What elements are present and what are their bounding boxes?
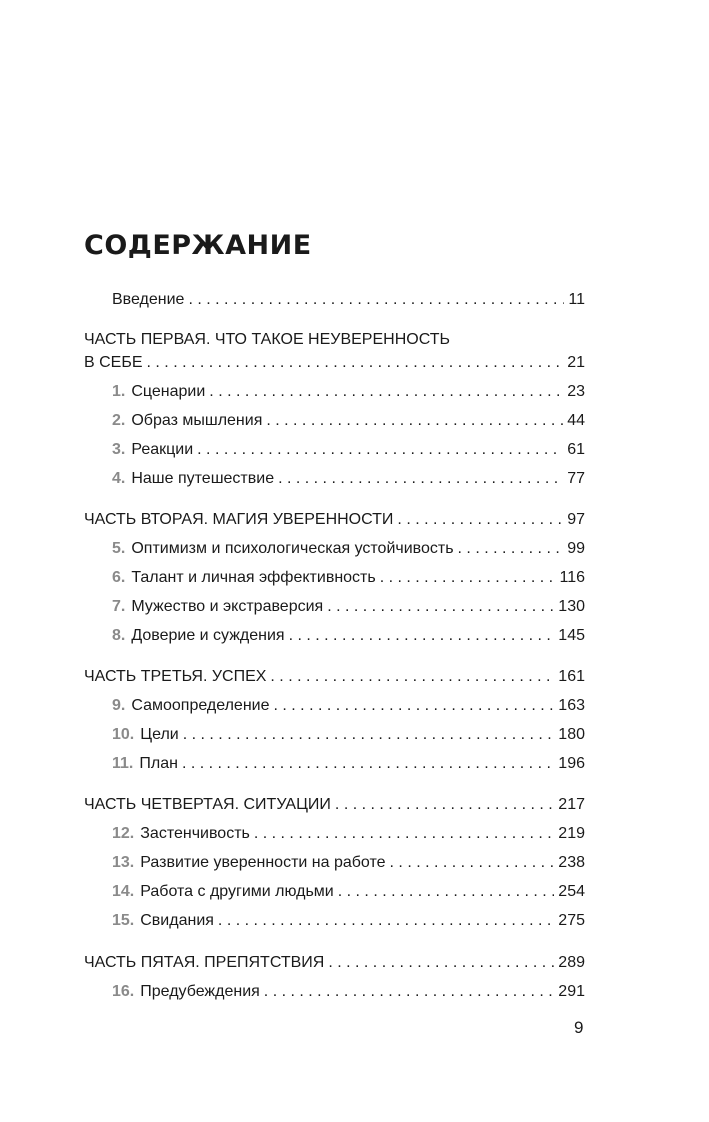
- toc-entry-page: 130: [558, 598, 585, 615]
- chapter-number: 5.: [112, 540, 126, 557]
- toc-entry-part-2[interactable]: [84, 509, 585, 531]
- toc-entry-label: План: [139, 755, 178, 772]
- toc-entry-chapter-6[interactable]: [112, 567, 585, 589]
- toc-entry-chapter-13[interactable]: [112, 852, 585, 874]
- dot-leader: [274, 695, 555, 717]
- toc-entry-label: ЧАСТЬ ПЯТАЯ. ПРЕПЯТСТВИЯ: [84, 954, 325, 971]
- toc-entry-page: 275: [558, 912, 585, 929]
- dot-leader: [188, 289, 564, 311]
- dot-leader: [458, 538, 564, 560]
- dot-leader: [338, 881, 555, 903]
- dot-leader: [390, 852, 555, 874]
- toc-entry-page: 145: [558, 627, 585, 644]
- dot-leader: [264, 981, 555, 1003]
- toc-entry-label: Самоопределение: [131, 697, 270, 714]
- toc-entry-part-4[interactable]: [84, 794, 585, 816]
- dot-leader: [289, 625, 555, 647]
- toc-entry-page: 44: [567, 412, 585, 429]
- chapter-number: 13.: [112, 854, 135, 871]
- chapter-number: 14.: [112, 883, 135, 900]
- toc-entry-label: Введение: [112, 291, 185, 308]
- page-title: СОДЕРЖАНИЕ: [84, 230, 312, 261]
- toc-entry-label: Образ мышления: [131, 412, 263, 429]
- toc-entry-chapter-15[interactable]: [112, 910, 585, 932]
- toc-entry-page: 61: [567, 441, 585, 458]
- toc-entry-page: 196: [558, 755, 585, 772]
- toc-entry-label: Оптимизм и психологическая устойчивость: [131, 540, 454, 557]
- toc-entry-page: 161: [558, 668, 585, 685]
- toc-entry-chapter-16[interactable]: [112, 981, 585, 1003]
- dot-leader: [327, 596, 554, 618]
- toc-entry-chapter-3[interactable]: [112, 439, 585, 461]
- toc-entry-part-3[interactable]: [84, 666, 585, 688]
- toc-entry-label: Предубеждения: [140, 983, 260, 1000]
- chapter-number: 7.: [112, 598, 126, 615]
- toc-entry-label: Цели: [140, 726, 179, 743]
- toc-entry-label: Сценарии: [131, 383, 206, 400]
- chapter-number: 8.: [112, 627, 126, 644]
- chapter-number: 4.: [112, 470, 126, 487]
- toc-entry-chapter-11[interactable]: [112, 753, 585, 775]
- toc-entry-chapter-8[interactable]: [112, 625, 585, 647]
- dot-leader: [380, 567, 556, 589]
- dot-leader: [183, 724, 555, 746]
- toc-entry-page: 254: [558, 883, 585, 900]
- chapter-number: 1.: [112, 383, 126, 400]
- toc-entry-intro[interactable]: [112, 289, 585, 311]
- toc-entry-page: 99: [567, 540, 585, 557]
- chapter-number: 11.: [112, 755, 134, 772]
- toc-entry-page: 163: [558, 697, 585, 714]
- toc-entry-label: ЧАСТЬ ВТОРАЯ. МАГИЯ УВЕРЕННОСТИ: [84, 511, 394, 528]
- toc-entry-chapter-5[interactable]: [112, 538, 585, 560]
- toc-entry-page: 11: [568, 291, 585, 308]
- toc-entry-page: 97: [567, 511, 585, 528]
- chapter-number: 3.: [112, 441, 126, 458]
- toc-entry-label: Застенчивость: [140, 825, 250, 842]
- toc-entry-chapter-14[interactable]: [112, 881, 585, 903]
- dot-leader: [254, 823, 554, 845]
- dot-leader: [397, 509, 563, 531]
- dot-leader: [335, 794, 554, 816]
- toc-entry-chapter-10[interactable]: [112, 724, 585, 746]
- dot-leader: [218, 910, 554, 932]
- toc-entry-page: 180: [558, 726, 585, 743]
- toc-entry-label: ЧАСТЬ ЧЕТВЕРТАЯ. СИТУАЦИИ: [84, 796, 331, 813]
- toc-entry-page: 219: [558, 825, 585, 842]
- chapter-number: 10.: [112, 726, 135, 743]
- toc-entry-page: 116: [559, 569, 585, 586]
- toc-entry-label: ЧАСТЬ ТРЕТЬЯ. УСПЕХ: [84, 668, 267, 685]
- toc-entry-part-5[interactable]: [84, 952, 585, 974]
- chapter-number: 12.: [112, 825, 135, 842]
- dot-leader: [270, 666, 554, 688]
- toc-entry-label: В СЕБЕ: [84, 354, 143, 371]
- toc-entry-label: Мужество и экстраверсия: [131, 598, 324, 615]
- toc-entry-page: 217: [558, 796, 585, 813]
- chapter-number: 9.: [112, 697, 126, 714]
- toc-entry-label: Талант и личная эффективность: [131, 569, 376, 586]
- dot-leader: [278, 468, 563, 490]
- toc-entry-page: 23: [567, 383, 585, 400]
- chapter-number: 6.: [112, 569, 126, 586]
- toc-entry-label: Свидания: [140, 912, 214, 929]
- dot-leader: [197, 439, 563, 461]
- dot-leader: [209, 381, 563, 403]
- toc-entry-label: Наше путешествие: [131, 470, 275, 487]
- toc-entry-label: Работа с другими людьми: [140, 883, 334, 900]
- dot-leader: [147, 352, 564, 374]
- chapter-number: 2.: [112, 412, 126, 429]
- dot-leader: [328, 952, 554, 974]
- toc-entry-page: 77: [567, 470, 585, 487]
- chapter-number: 16.: [112, 983, 135, 1000]
- toc-entry-label: Реакции: [131, 441, 194, 458]
- toc-entry-label: Развитие уверенности на работе: [140, 854, 386, 871]
- toc-entry-chapter-7[interactable]: [112, 596, 585, 618]
- dot-leader: [266, 410, 563, 432]
- dot-leader: [182, 753, 554, 775]
- toc-entry-chapter-2[interactable]: [112, 410, 585, 432]
- part-heading-1-line1[interactable]: ЧАСТЬ ПЕРВАЯ. ЧТО ТАКОЕ НЕУВЕРЕННОСТЬ: [84, 331, 450, 348]
- toc-entry-page: 289: [558, 954, 585, 971]
- toc-entry-page: 238: [558, 854, 585, 871]
- toc-entry-chapter-12[interactable]: [112, 823, 585, 845]
- chapter-number: 15.: [112, 912, 135, 929]
- toc-entry-page: 291: [558, 983, 585, 1000]
- toc-entry-page: 21: [567, 354, 585, 371]
- toc-entry-part-1[interactable]: [84, 352, 585, 374]
- toc-entry-chapter-1[interactable]: [112, 381, 585, 403]
- toc-entry-chapter-9[interactable]: [112, 695, 585, 717]
- page-number: 9: [574, 1018, 584, 1037]
- toc-entry-label: Доверие и суждения: [131, 627, 285, 644]
- toc-entry-chapter-4[interactable]: [112, 468, 585, 490]
